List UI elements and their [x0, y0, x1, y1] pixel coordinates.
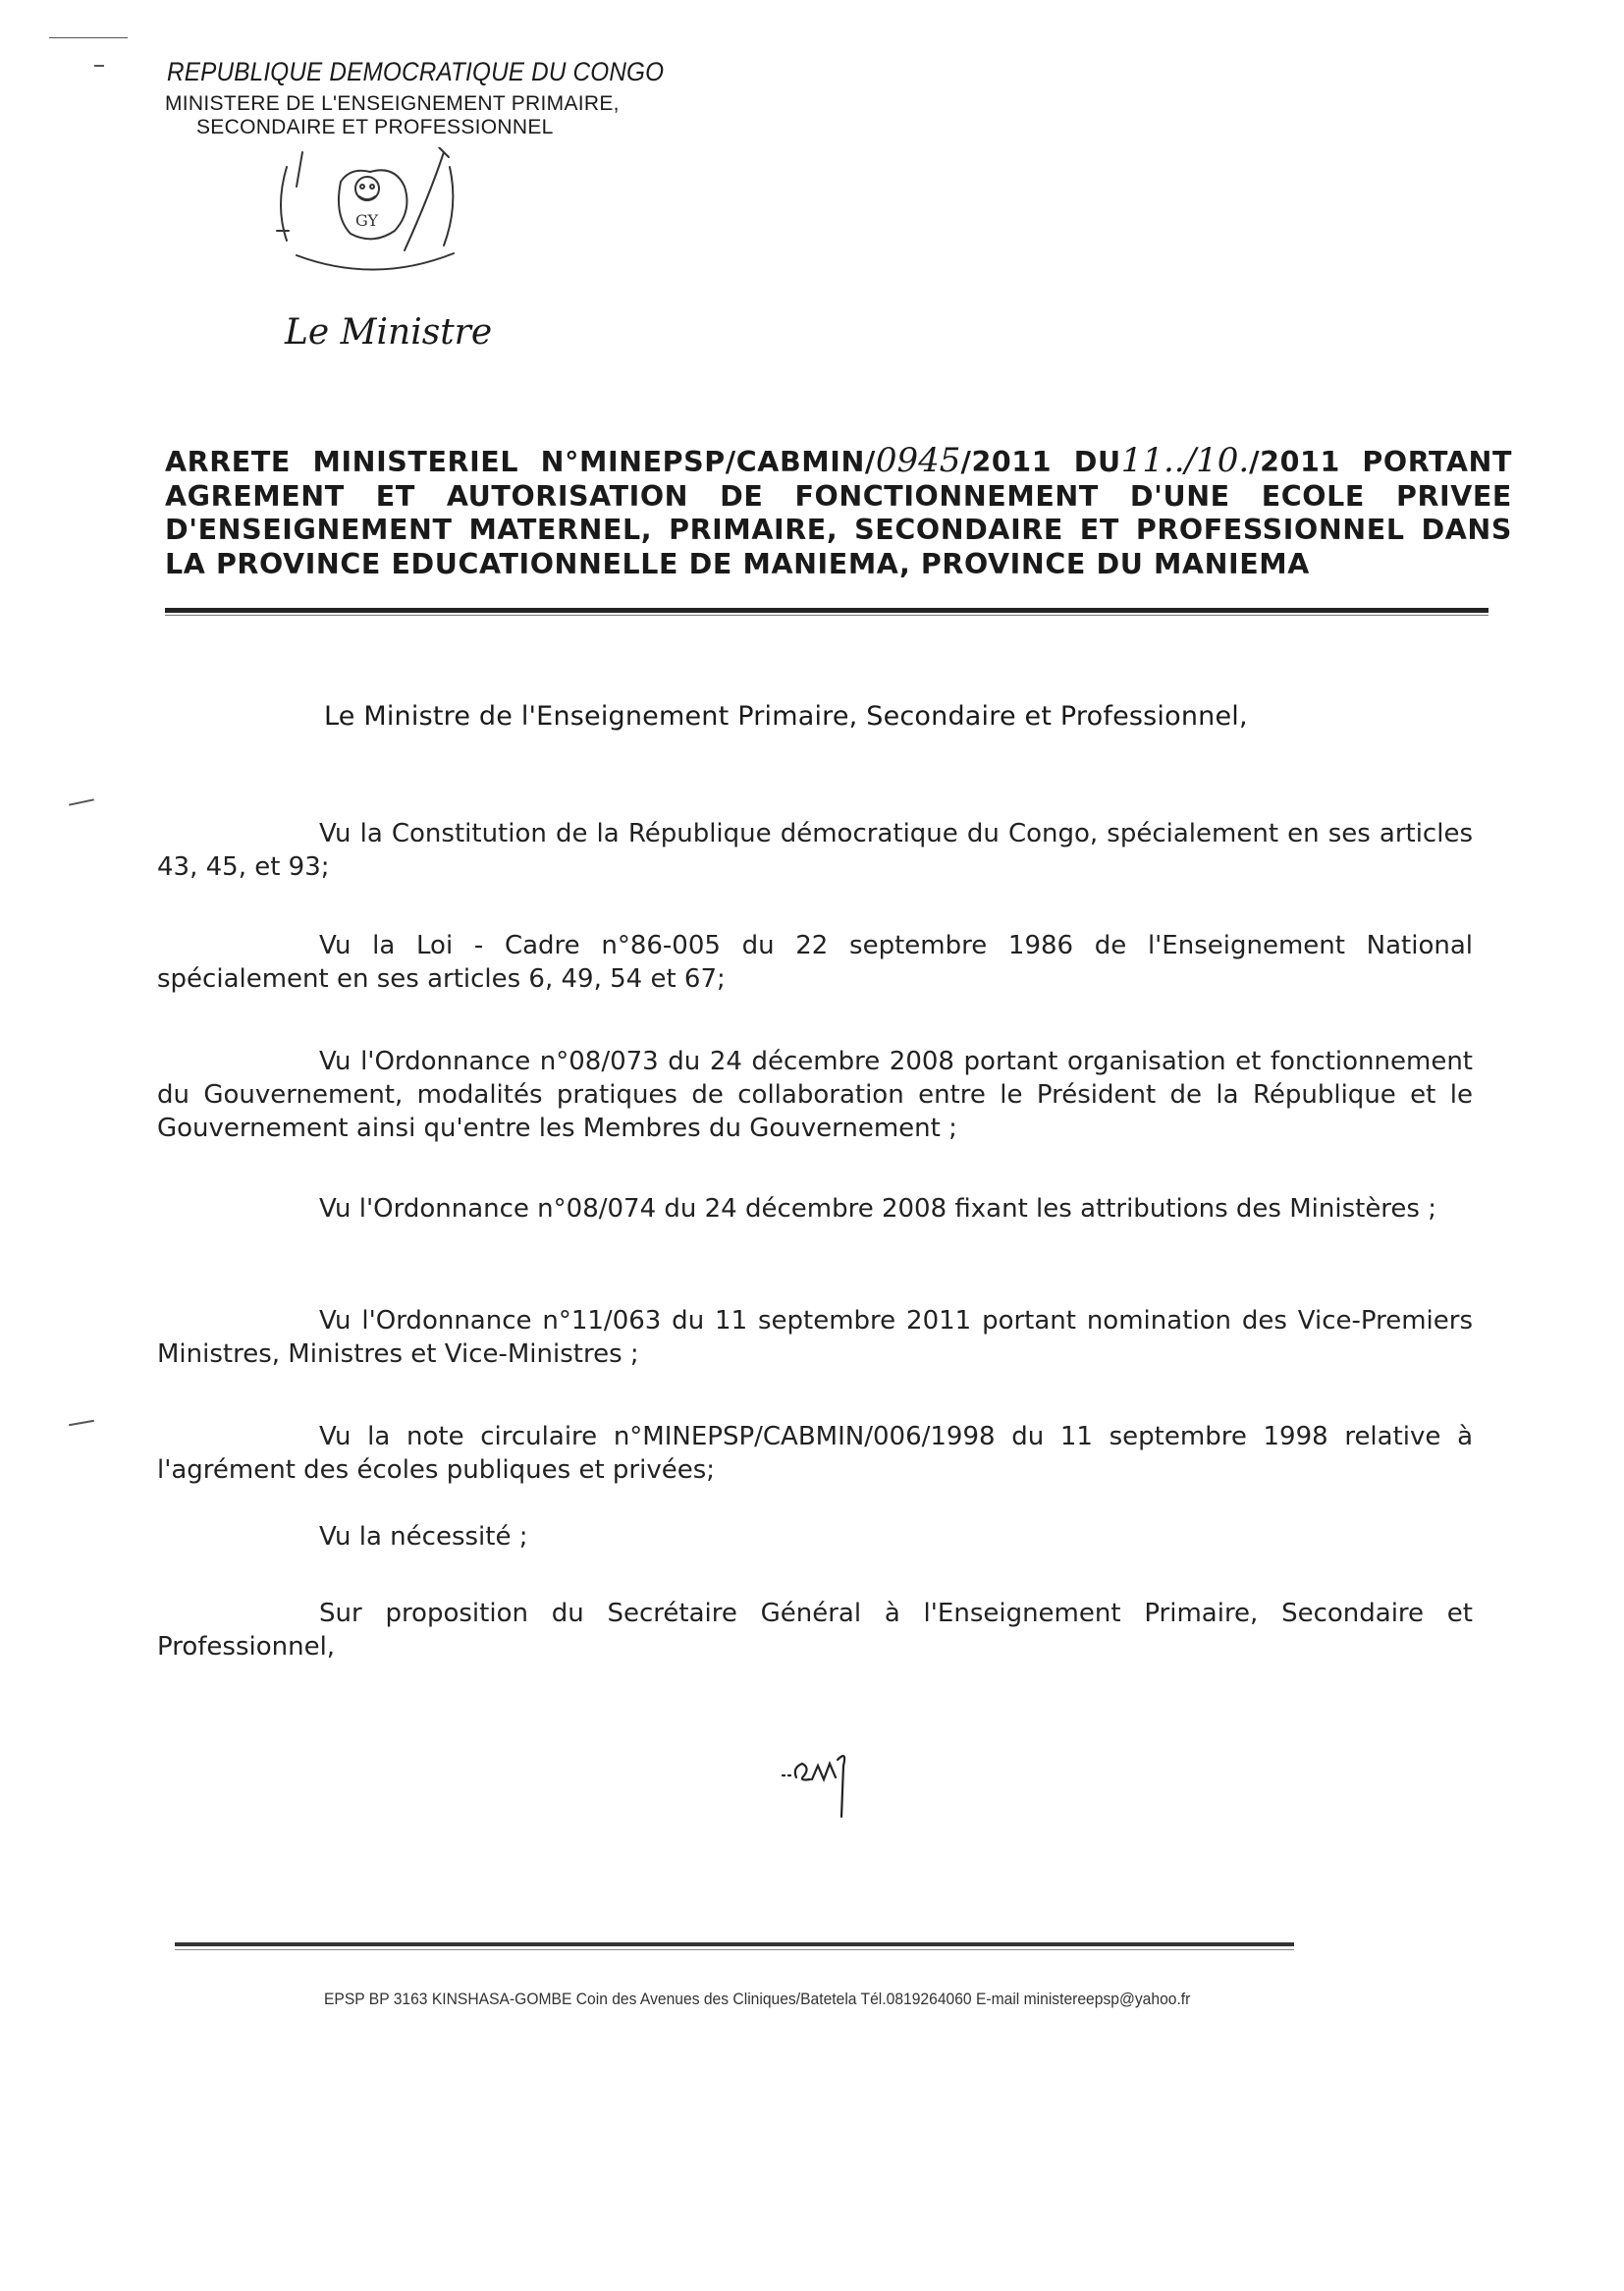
signatory-title: Le Ministre: [285, 312, 493, 353]
scan-mark: [69, 1420, 94, 1426]
consideration-7: Vu la nécessité ;: [319, 1522, 528, 1552]
title-line-3: D'ENSEIGNEMENT MATERNEL, PRIMAIRE, SECONDAIRE ET PROFESSIONNEL DANS: [165, 514, 1512, 546]
handwritten-date: 11../10.: [1120, 441, 1250, 480]
consideration-2: Vu la Loi - Cadre n°86-005 du 22 septembre 1986 de l'Enseignement National spécialement en ses articles 6, 49, 54 et 67;: [157, 931, 1473, 994]
footer-rule-thin: [175, 1949, 1294, 1950]
consideration-8: Sur proposition du Secrétaire Général à l'Enseignement Primaire, Secondaire et Professionnel,: [157, 1599, 1473, 1662]
title-rule: [165, 608, 1489, 613]
scan-mark: [94, 65, 104, 67]
consideration-1: Vu la Constitution de la République démocratique du Congo, spécialement en ses articles 43, 45, et 93;: [157, 819, 1473, 882]
title-line-2: AGREMENT ET AUTORISATION DE FONCTIONNEMENT D'UNE ECOLE PRIVEE: [165, 479, 1512, 513]
republic-name: REPUBLIQUE DEMOCRATIQUE DU CONGO: [167, 57, 665, 86]
minister-heading: Le Ministre de l'Enseignement Primaire, Secondaire et Professionnel,: [324, 701, 1248, 732]
title-rule-thin: [165, 615, 1489, 616]
decree-title: [165, 441, 1512, 581]
ministry-name-line2: SECONDAIRE ET PROFESSIONNEL: [196, 116, 554, 138]
consideration-3: Vu l'Ordonnance n°08/073 du 24 décembre 2008 portant organisation et fonctionnement du Gouvernement, modalités pratiques de collaboration entre le Président de la République et le Gouvernement ainsi qu'entre les Membres du Gouvernement ;: [157, 1047, 1473, 1143]
scan-mark: [69, 798, 94, 805]
coat-of-arms-icon: [257, 147, 493, 295]
title-line-1: ARRETE MINISTERIEL N°MINEPSP/CABMIN/0945/2011 DU11../10./2011 PORTANT: [165, 441, 1512, 480]
svg-text:GY: GY: [355, 211, 379, 230]
scan-mark: [49, 37, 128, 38]
handwritten-number: 0945: [875, 441, 961, 480]
consideration-4: Vu l'Ordonnance n°08/074 du 24 décembre 2008 fixant les attributions des Ministères ;: [319, 1194, 1436, 1224]
footer-address: EPSP BP 3163 KINSHASA-GOMBE Coin des Avenues des Cliniques/Batetela Tél.0819264060 E-mail ministereepsp@yahoo.fr: [324, 1990, 1191, 2008]
handwritten-initials-icon: [781, 1746, 869, 1825]
consideration-5: Vu l'Ordonnance n°11/063 du 11 septembre 2011 portant nomination des Vice-Premiers Ministres, Ministres et Vice-Ministres ;: [157, 1306, 1473, 1369]
ministry-name-line1: MINISTERE DE L'ENSEIGNEMENT PRIMAIRE,: [165, 92, 620, 115]
title-line-4: LA PROVINCE EDUCATIONNELLE DE MANIEMA, PROVINCE DU MANIEMA: [165, 547, 1310, 580]
consideration-6: Vu la note circulaire n°MINEPSP/CABMIN/006/1998 du 11 septembre 1998 relative à l'agrément des écoles publiques et privées;: [157, 1422, 1473, 1485]
footer-rule: [175, 1942, 1294, 1946]
